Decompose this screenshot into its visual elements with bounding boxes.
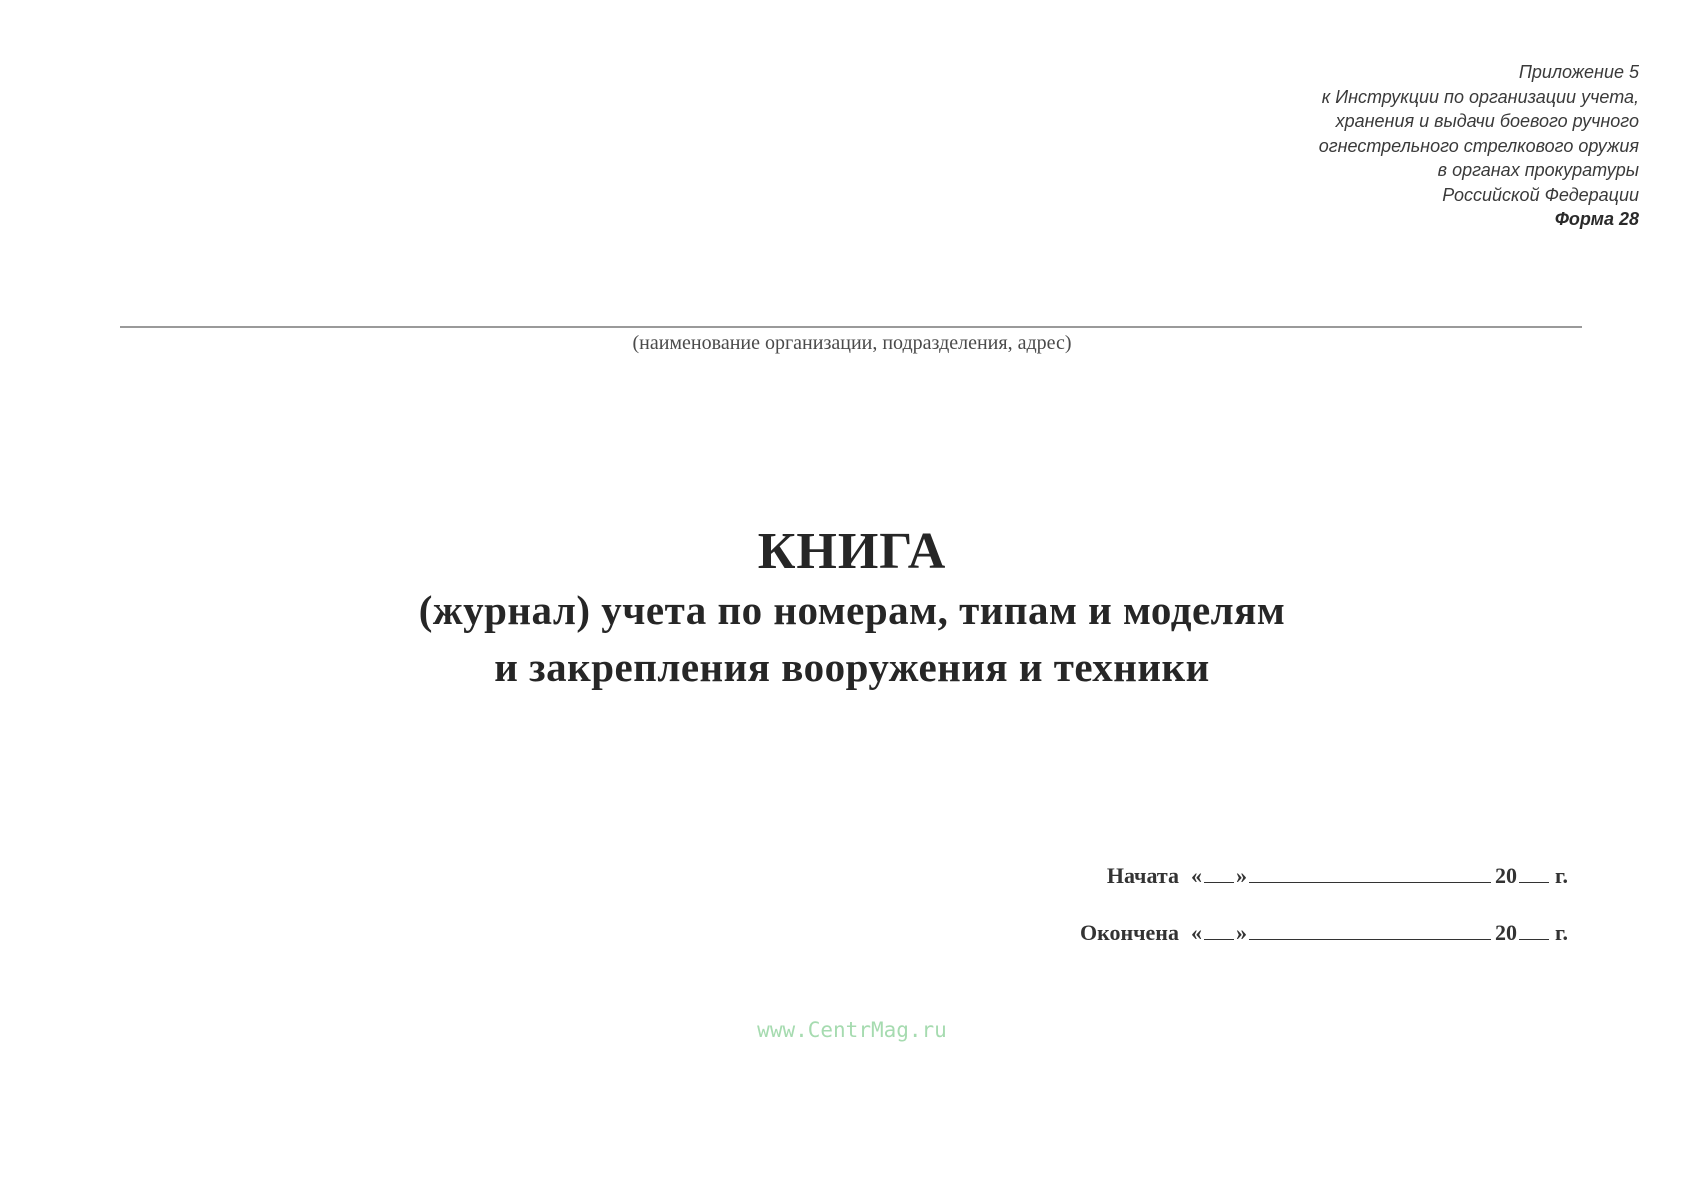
appendix-line: Приложение 5 bbox=[1518, 62, 1639, 82]
page-title: КНИГА bbox=[757, 523, 947, 580]
close-quote: » bbox=[1235, 863, 1247, 888]
end-day-field bbox=[1204, 919, 1234, 940]
start-year-field bbox=[1519, 862, 1549, 883]
open-quote: « bbox=[1190, 920, 1202, 945]
end-date-row bbox=[1080, 919, 1568, 951]
start-day-field bbox=[1204, 862, 1234, 883]
subtitle-line-2: и закрепления вооружения и техники bbox=[494, 644, 1210, 690]
date-block bbox=[1080, 862, 1568, 976]
organization-caption: (наименование организации, подразделения, адрес) bbox=[632, 332, 1072, 354]
appendix-note bbox=[1119, 60, 1639, 232]
form-number: Форма 28 bbox=[1554, 209, 1639, 229]
appendix-line: огнестрельного стрелкового оружия bbox=[1318, 135, 1639, 156]
year-suffix: г. bbox=[1554, 863, 1568, 888]
end-date-label: Окончена bbox=[1079, 920, 1179, 945]
appendix-line: хранения и выдачи боевого ручного bbox=[1335, 111, 1639, 131]
close-quote: » bbox=[1235, 920, 1247, 945]
year-suffix: г. bbox=[1554, 920, 1568, 945]
appendix-line: в органах прокуратуры bbox=[1437, 160, 1639, 180]
open-quote: « bbox=[1190, 863, 1202, 888]
end-year-field bbox=[1519, 919, 1549, 940]
title-block bbox=[0, 522, 1704, 696]
end-month-field bbox=[1249, 919, 1491, 940]
start-date-label: Начата bbox=[1106, 863, 1179, 888]
appendix-line: к Инструкции по организации учета, bbox=[1321, 86, 1639, 107]
start-date-row bbox=[1080, 862, 1568, 894]
year-prefix: 20 bbox=[1494, 920, 1517, 945]
subtitle-line-1: (журнал) учета по номерам, типам и моделям bbox=[418, 587, 1286, 633]
organization-fill-line bbox=[120, 326, 1582, 328]
appendix-line: Российской Федерации bbox=[1442, 184, 1639, 205]
year-prefix: 20 bbox=[1494, 863, 1517, 888]
watermark: www.CentrMag.ru bbox=[757, 1018, 947, 1042]
start-month-field bbox=[1249, 862, 1491, 883]
